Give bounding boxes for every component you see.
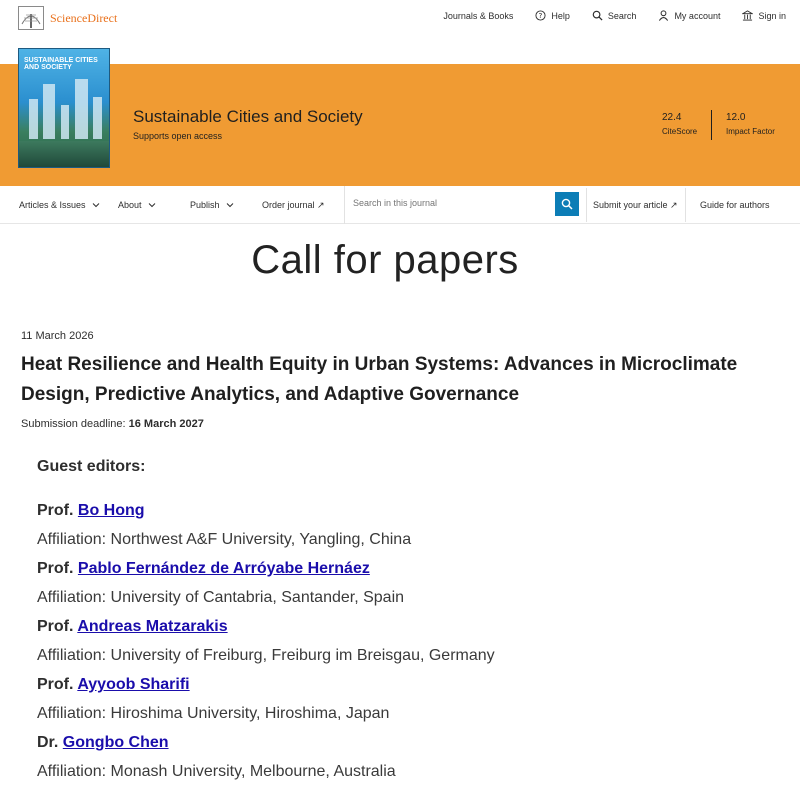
my-account-label: My account <box>674 10 721 21</box>
guide-for-authors-label: Guide for authors <box>700 200 770 210</box>
my-account-link[interactable] <box>658 10 720 21</box>
guest-editors-section <box>37 458 777 786</box>
cover-water <box>19 141 109 167</box>
help-label: Help <box>551 10 570 21</box>
journals-books-label: Journals & Books <box>443 10 514 21</box>
citescore-value: 22.4 <box>662 112 682 123</box>
editor-affiliation: Affiliation: University of Freiburg, Freiburg im Breisgau, Germany <box>37 647 495 664</box>
editor-title: Dr. <box>37 734 59 751</box>
guide-for-authors-link[interactable] <box>700 200 770 210</box>
deadline-label: Submission deadline: <box>21 418 129 430</box>
chevron-down-icon <box>226 201 234 209</box>
sign-in-label: Sign in <box>758 10 786 21</box>
cover-building <box>61 105 69 139</box>
editor-name-row <box>37 670 777 699</box>
publication-date: 11 March 2026 <box>21 330 94 342</box>
sciencedirect-logo[interactable] <box>18 6 117 30</box>
editor-affiliation: Affiliation: Monash University, Melbourne, Australia <box>37 763 396 780</box>
submission-deadline <box>21 418 204 430</box>
nav-divider <box>685 188 686 222</box>
editor-link[interactable]: Bo Hong <box>77 502 145 519</box>
submit-article-link[interactable] <box>593 200 678 211</box>
search-link[interactable] <box>592 10 637 21</box>
journals-books-link[interactable] <box>443 11 513 21</box>
editor-name-row <box>37 612 777 641</box>
editor-title: Prof. <box>37 502 74 519</box>
search-label: Search <box>607 10 637 21</box>
user-icon <box>658 10 669 21</box>
search-icon <box>592 10 603 21</box>
cover-building <box>29 99 38 139</box>
editor-link[interactable]: Gongbo Chen <box>62 734 169 751</box>
svg-text:?: ? <box>538 11 543 21</box>
chevron-down-icon <box>92 201 100 209</box>
editor-link[interactable]: Pablo Fernández de Arróyabe Hernáez <box>77 560 370 577</box>
impact-factor-label: Impact Factor <box>726 127 775 136</box>
nav-divider <box>586 188 587 222</box>
editor-name-row <box>37 496 777 525</box>
cover-building <box>75 79 88 139</box>
help-link[interactable] <box>535 10 570 21</box>
search-icon <box>561 198 573 210</box>
submit-article-label: Submit your article ↗ <box>593 200 678 210</box>
help-circle-icon <box>535 10 546 21</box>
editor-title: Prof. <box>37 618 74 635</box>
publish-menu[interactable] <box>190 200 234 210</box>
chevron-down-icon <box>148 201 156 209</box>
journal-cover-image[interactable] <box>18 48 110 168</box>
publish-label: Publish <box>190 200 220 210</box>
editor-title: Prof. <box>37 676 74 693</box>
journal-title[interactable]: Sustainable Cities and Society <box>133 107 363 126</box>
journal-search-button[interactable] <box>555 192 579 216</box>
institution-icon <box>742 10 753 21</box>
deadline-value: 16 March 2027 <box>128 418 204 430</box>
guest-editors-heading: Guest editors: <box>37 458 146 475</box>
about-menu[interactable] <box>118 200 156 210</box>
top-nav <box>421 10 786 21</box>
sign-in-link[interactable] <box>742 10 786 21</box>
journal-search-input[interactable] <box>353 198 553 208</box>
elsevier-tree-icon <box>18 6 44 30</box>
brand-name: ScienceDirect <box>50 10 118 25</box>
articles-issues-menu[interactable] <box>19 200 100 210</box>
order-journal-link[interactable] <box>262 200 325 211</box>
editor-title: Prof. <box>37 560 74 577</box>
call-title: Heat Resilience and Health Equity in Urban Systems: Advances in Microclimate Design, Predictive Analytics, and Adaptive Governance <box>21 354 738 405</box>
editor-link[interactable]: Andreas Matzarakis <box>77 618 228 635</box>
cover-title: SUSTAINABLE CITIES AND SOCIETY <box>24 57 98 71</box>
editor-link[interactable]: Ayyoob Sharifi <box>77 676 190 693</box>
journal-search-box <box>344 186 582 224</box>
editor-affiliation: Affiliation: Northwest A&F University, Yangling, China <box>37 531 412 548</box>
editor-name-row <box>37 728 777 757</box>
cover-building <box>93 97 102 139</box>
about-label: About <box>118 200 142 210</box>
editor-affiliation: Affiliation: University of Cantabria, Santander, Spain <box>37 589 405 606</box>
editor-name-row <box>37 554 777 583</box>
editor-affiliation: Affiliation: Hiroshima University, Hiroshima, Japan <box>37 705 390 722</box>
page-heading: Call for papers <box>251 238 519 282</box>
citescore-label: CiteScore <box>662 127 698 136</box>
citescore-metric[interactable] <box>662 112 697 136</box>
order-journal-label: Order journal ↗ <box>262 200 325 210</box>
open-access-note: Supports open access <box>133 131 223 141</box>
impact-factor-value: 12.0 <box>726 112 746 123</box>
cover-building <box>43 84 55 139</box>
metric-divider <box>711 110 712 140</box>
articles-issues-label: Articles & Issues <box>19 200 86 210</box>
impact-factor-metric[interactable] <box>726 112 775 136</box>
top-bar <box>0 0 800 64</box>
